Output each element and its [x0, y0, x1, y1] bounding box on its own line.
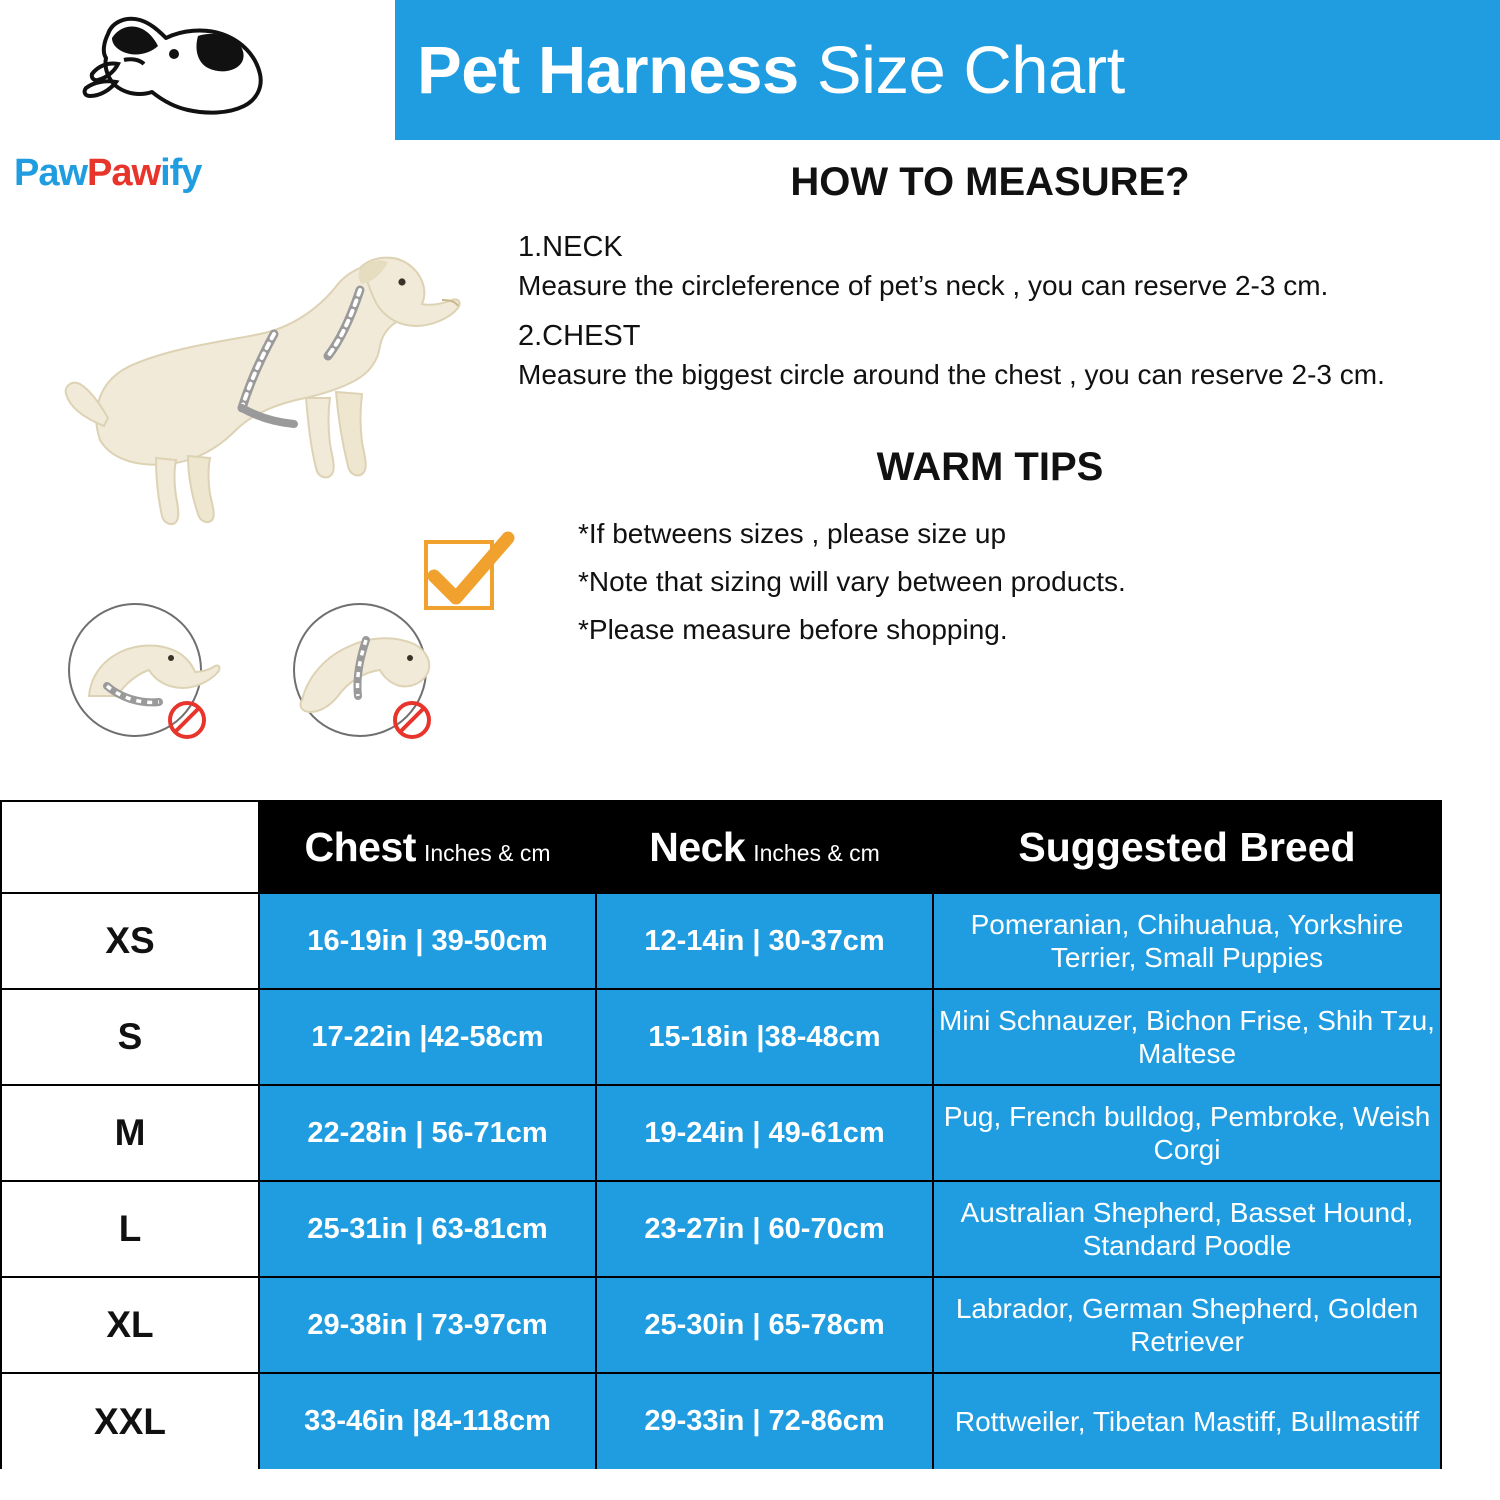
header-breed — [933, 801, 1441, 893]
table-row — [1, 1277, 1441, 1373]
size-chart-table-wrapper — [0, 800, 1500, 1469]
header-neck-label: Neck — [649, 823, 746, 870]
measure-step-1-text: Measure the circleference of pet’s neck , you can reserve 2-3 cm. — [518, 270, 1329, 301]
row-size-s: S — [1, 989, 259, 1085]
table-row — [1, 893, 1441, 989]
row-breed-s: Mini Schnauzer, Bichon Frise, Shih Tzu, Maltese — [933, 989, 1441, 1085]
warm-tips-heading: WARM TIPS — [876, 445, 1104, 489]
measure-step-2-text: Measure the biggest circle around the chest , you can reserve 2-3 cm. — [518, 359, 1385, 390]
row-neck-xxl: 29-33in | 72-86cm — [596, 1373, 933, 1469]
header-size-blank — [1, 801, 259, 893]
row-breed-xs: Pomeranian, Chihuahua, Yorkshire Terrier, Small Puppies — [933, 893, 1441, 989]
row-chest-xxl: 33-46in |84-118cm — [259, 1373, 596, 1469]
row-size-xl: XL — [1, 1277, 259, 1373]
row-breed-m: Pug, French bulldog, Pembroke, Weish Corgi — [933, 1085, 1441, 1181]
row-neck-m: 19-24in | 49-61cm — [596, 1085, 933, 1181]
page-title-light: Size Chart — [798, 32, 1125, 108]
brand-part-3: ify — [160, 152, 202, 194]
illustration-group — [30, 230, 510, 790]
row-chest-l: 25-31in | 63-81cm — [259, 1181, 596, 1277]
header-chest — [259, 801, 596, 893]
row-size-xxl: XXL — [1, 1373, 259, 1469]
dog-with-harness-illustration — [60, 230, 490, 550]
table-row — [1, 989, 1441, 1085]
incorrect-fit-illustration-1 — [55, 600, 225, 755]
dog-head-logo-icon — [78, 14, 278, 134]
warm-tip-2: *Note that sizing will vary between products. — [578, 566, 1126, 597]
row-breed-xxl: Rottweiler, Tibetan Mastiff, Bullmastiff — [933, 1373, 1441, 1469]
size-chart-table — [0, 800, 1442, 1469]
warm-tip-3: *Please measure before shopping. — [578, 614, 1008, 645]
title-banner — [395, 0, 1500, 140]
instructions-column — [500, 160, 1480, 662]
brand-part-2: Paw — [87, 152, 161, 194]
row-chest-m: 22-28in | 56-71cm — [259, 1085, 596, 1181]
row-size-xs: XS — [1, 893, 259, 989]
row-size-l: L — [1, 1181, 259, 1277]
row-neck-xl: 25-30in | 65-78cm — [596, 1277, 933, 1373]
warm-tip-1: *If betweens sizes , please size up — [578, 518, 1007, 549]
measure-step-2-label: 2.CHEST — [518, 320, 641, 352]
header-breed-label: Suggested Breed — [1018, 823, 1356, 870]
row-breed-xl: Labrador, German Shepherd, Golden Retriever — [933, 1277, 1441, 1373]
page-title-bold: Pet Harness — [417, 32, 799, 108]
page-title — [417, 32, 1125, 109]
row-neck-xs: 12-14in | 30-37cm — [596, 893, 933, 989]
table-row — [1, 1373, 1441, 1469]
row-neck-s: 15-18in |38-48cm — [596, 989, 933, 1085]
table-row — [1, 1085, 1441, 1181]
row-neck-l: 23-27in | 60-70cm — [596, 1181, 933, 1277]
measure-step-1-label: 1.NECK — [518, 231, 623, 263]
header-chest-label: Chest — [304, 823, 416, 870]
table-header-row — [1, 801, 1441, 893]
incorrect-fit-illustration-2 — [280, 600, 450, 755]
row-chest-s: 17-22in |42-58cm — [259, 989, 596, 1085]
header-neck — [596, 801, 933, 893]
upper-section — [0, 140, 1500, 800]
row-chest-xs: 16-19in | 39-50cm — [259, 893, 596, 989]
how-to-measure-heading: HOW TO MEASURE? — [790, 160, 1190, 204]
row-breed-l: Australian Shepherd, Basset Hound, Standard Poodle — [933, 1181, 1441, 1277]
brand-part-1: Paw — [14, 152, 88, 194]
header-chest-unit: Inches & cm — [423, 839, 551, 866]
row-size-m: M — [1, 1085, 259, 1181]
header-neck-unit: Inches & cm — [753, 839, 880, 866]
table-row — [1, 1181, 1441, 1277]
row-chest-xl: 29-38in | 73-97cm — [259, 1277, 596, 1373]
